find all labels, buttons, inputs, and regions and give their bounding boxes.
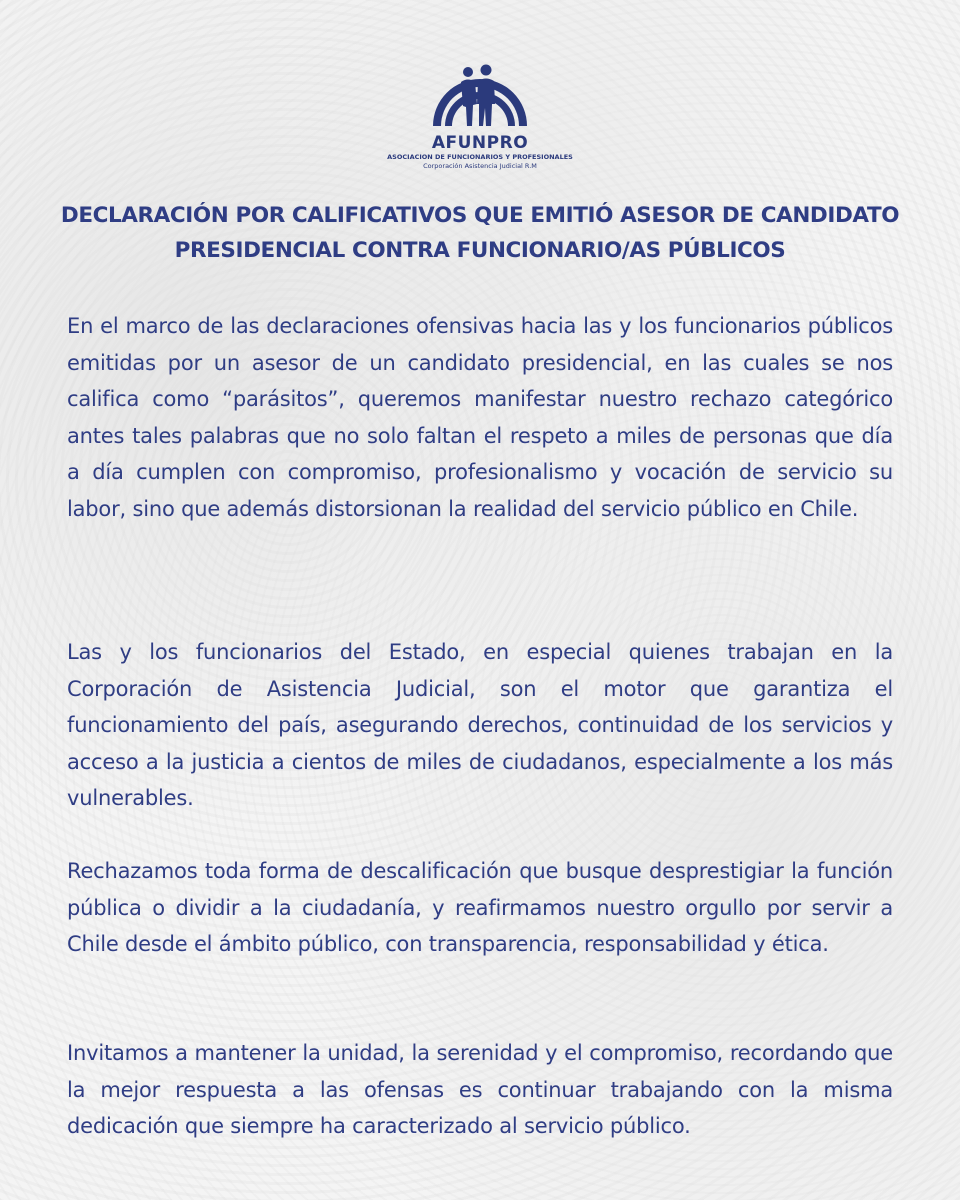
- paragraph-1: En el marco de las declaraciones ofensivas hacia las y los funcionarios públicos emitidas por un asesor de un candidato presidencial, en las cuales se nos califica como “parásitos”, queremos manifestar nuestro rechazo categórico antes tales palabras que no solo faltan el respeto a miles de personas que día a día cumplen con compromiso, profesionalismo y vocación de servicio su labor, sino que además distorsionan la realidad del servicio público en Chile.: [67, 314, 893, 521]
- paragraph-2: Las y los funcionarios del Estado, en especial quienes trabajan en la Corporación de Asistencia Judicial, son el motor que garantiza el funcionamiento del país, asegurando derechos, continuidad de los servicios y acceso a la justicia a cientos de miles de ciudadanos, especialmente a los más vulnerables.: [67, 640, 893, 810]
- afunpro-logo: [380, 28, 580, 180]
- logo-subtitle-association: ASOCIACION DE FUNCIONARIOS Y PROFESIONALES: [387, 153, 573, 161]
- paragraph-3: Rechazamos toda forma de descalificación que busque desprestigiar la función pública o dividir a la ciudadanía, y reafirmamos nuestro orgullo por servir a Chile desde el ámbito público, con transparencia, responsabilidad y ética.: [67, 859, 893, 956]
- logo-emblem-icon: [425, 28, 535, 133]
- page-title: DECLARACIÓN POR CALIFICATIVOS QUE EMITIÓ ASESOR DE CANDIDATO PRESIDENCIAL CONTRA FUNCIONARIO/AS PÚBLICOS: [60, 203, 900, 263]
- logo-name: AFUNPRO: [431, 133, 529, 153]
- logo-subtitle-corporation: Corporación Asistencia Judicial R.M: [423, 162, 537, 170]
- paragraph-4: Invitamos a mantener la unidad, la serenidad y el compromiso, recordando que la mejor respuesta a las ofensas es continuar trabajando con la misma dedicación que siempre ha caracterizado al servicio público.: [67, 1041, 893, 1138]
